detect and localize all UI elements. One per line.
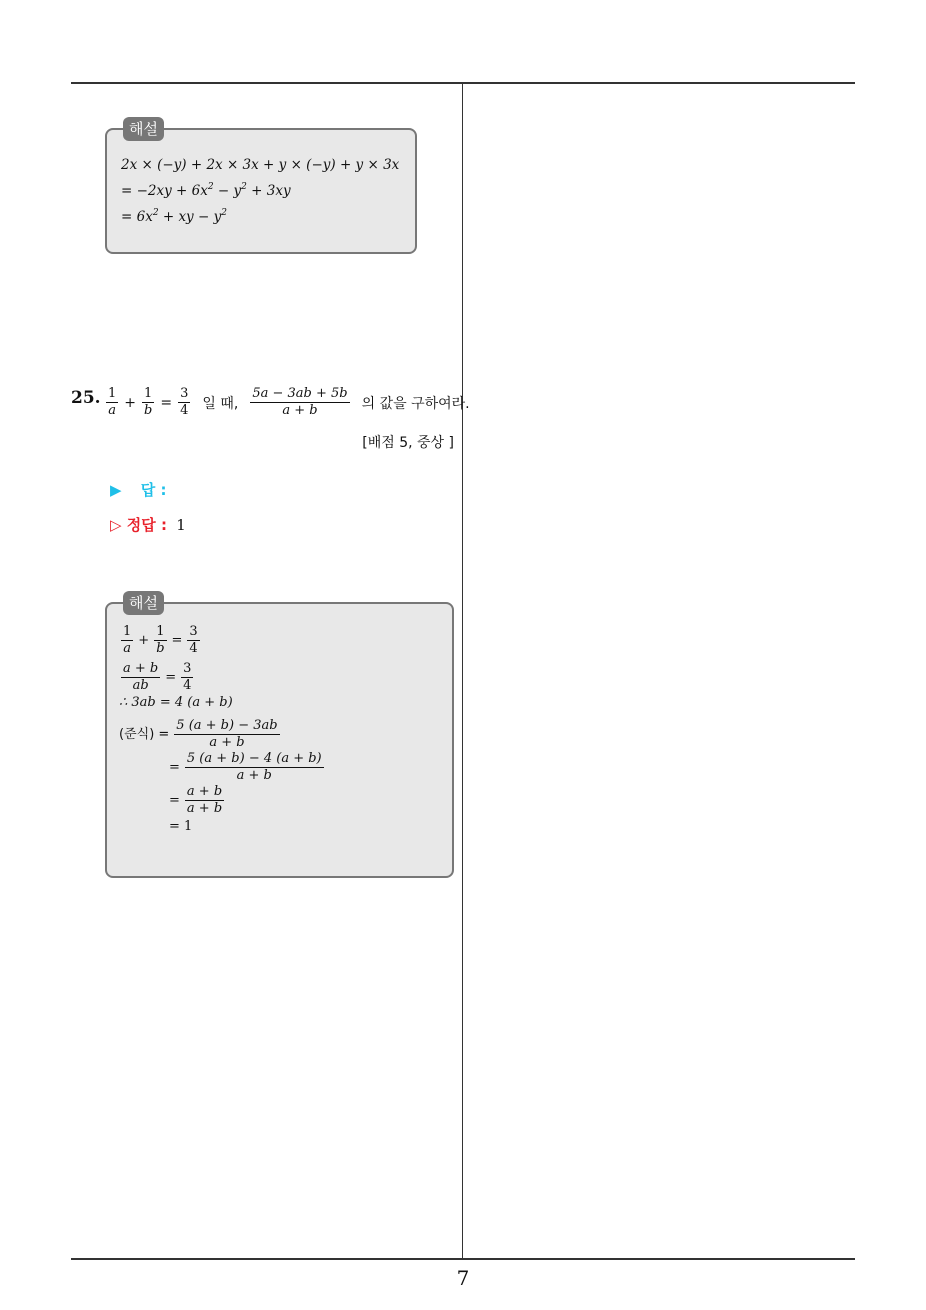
solution-tag: 해설 <box>123 591 164 615</box>
fraction-1-over-b: $\frac{1}{b}$ <box>144 386 153 418</box>
outline-triangle-icon: ▷ <box>110 516 122 534</box>
column-divider <box>462 83 463 1259</box>
solution-box-1 <box>105 120 417 254</box>
answer-row <box>110 479 167 500</box>
top-rule <box>71 82 855 84</box>
solution-line-3: = $6x^2$ + xy − $y^2$ <box>121 208 227 225</box>
solution-row-5: = $\frac{5 (a + b) - 4 (a + b)}{a + b}$ <box>169 751 322 783</box>
solution-row-1: $\frac{1}{a}$ + $\frac{1}{b}$ = $\frac{3}{4}$ <box>123 624 198 656</box>
correct-answer-value: 1 <box>176 516 186 534</box>
solution-line-1: 2x × (−y) + 2x × 3x + y × (−y) + y × 3x <box>121 157 400 173</box>
solution-box-2 <box>105 594 454 878</box>
fraction-1-over-a: $\frac{1}{a}$ <box>108 386 117 418</box>
question-number: 25. <box>71 388 101 408</box>
solution-row-2: $\frac{a + b}{ab}$ = $\frac{3}{4}$ <box>123 661 192 693</box>
bottom-rule <box>71 1258 855 1260</box>
play-marker-icon: ▶ <box>110 481 122 499</box>
solution-row-7: = 1 <box>169 819 193 834</box>
solution-tag: 해설 <box>123 117 164 141</box>
correct-answer-row <box>110 514 186 535</box>
page-number: 7 <box>456 1266 470 1290</box>
fraction-expression: $\frac{5a - 3ab + 5b}{a + b}$ <box>252 386 348 418</box>
solution-row-4: (준식) = $\frac{5 (a + b) - 3ab}{a + b}$ <box>119 718 278 750</box>
fraction-3-over-4: $\frac{3}{4}$ <box>180 386 189 418</box>
solution-row-3: ∴ 3ab = 4 (a + b) <box>119 695 233 710</box>
solution-line-2: = $-2xy + 6x^2 - y^2 + 3xy$ <box>121 182 291 199</box>
score-label: [배점 5, 중상 ] <box>362 435 454 451</box>
correct-answer-label: 정답 : <box>126 516 167 534</box>
solution-row-6: = $\frac{a + b}{a + b}$ <box>169 784 223 816</box>
question-text: $\frac{1}{a}$ + $\frac{1}{b}$ = $\frac{3}{4}$ 일 때, $\frac{5a - 3ab + 5b}{a + b}$ 의 값을 구하여라. <box>108 386 470 418</box>
answer-label: 답 : <box>140 481 167 499</box>
